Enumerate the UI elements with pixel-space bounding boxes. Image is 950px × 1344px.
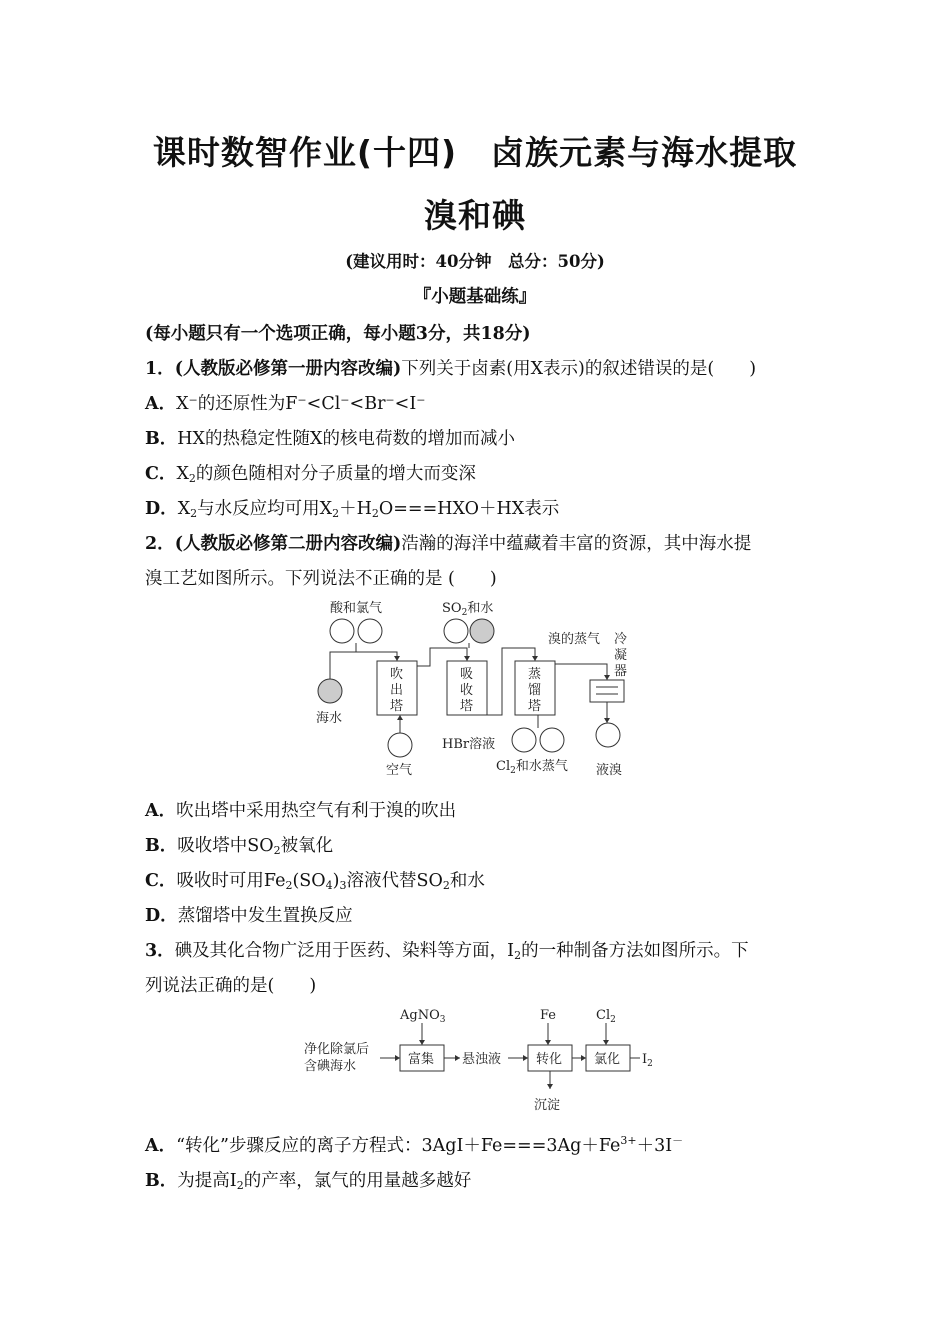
page-title-line2: 溴和碘 [424,196,526,235]
svg-text:塔: 塔 [528,699,542,714]
q1-option-a: A．X⁻的还原性为F⁻<Cl⁻<Br⁻<I⁻ [145,394,426,414]
q1-option-d: D．$X_2$与水反应均可用$X_2+H_2O===HXO+HX$表示 [145,499,560,520]
q3-stem-line2: 列说法正确的是( ) [145,976,317,996]
iodine-process-diagram [300,1003,662,1121]
svg-text:Cl2: $Cl_2$ [596,1008,616,1025]
svg-text:酸和氯气: 酸和氯气 [330,601,383,616]
svg-text:溴的蒸气: 溴的蒸气 [548,632,601,647]
q1-option-c: C．$X_2$的颜色随相对分子质量的增大而变深 [145,464,476,485]
svg-text:Cl2和水蒸气: $Cl_2$和水蒸气 [496,759,568,776]
svg-text:塔: 塔 [460,699,474,714]
svg-text:含碘海水: 含碘海水 [304,1059,357,1074]
q2-option-d: D．蒸馏塔中发生置换反应 [145,906,353,926]
q1-option-b: B．HX的热稳定性随X的核电荷数的增加而减小 [145,429,515,449]
q2-stem-line2: 溴工艺如图所示。下列说法不正确的是 ( ) [145,569,497,589]
svg-text:沉淀: 沉淀 [534,1098,561,1113]
svg-text:收: 收 [460,683,474,698]
q3-stem-line1: 3．碘及其化合物广泛用于医药、染料等方面，$I_2$的一种制备方法如图所示。下 [145,941,749,962]
q2-option-c: C．吸收时可用$Fe_2(SO_4)_3$溶液代替$SO_2$和水 [145,871,485,892]
q3-option-a: A．“转化”步骤反应的离子方程式：$3AgI+Fe===3Ag+Fe^{3+}+3I^-$ [145,1134,684,1156]
time-score-info: (建议用时：40分钟 总分：50分) [345,252,605,271]
svg-text:Fe: Fe [540,1008,557,1023]
q2-option-b: B．吸收塔中$SO_2$被氧化 [145,836,334,857]
svg-text:SO2和水: $SO_2$和水 [442,601,494,618]
bromine-process-diagram [312,598,642,780]
svg-text:转化: 转化 [536,1052,563,1067]
svg-text:HBr溶液: HBr溶液 [442,737,496,752]
svg-text:悬浊液: 悬浊液 [462,1052,502,1067]
page-title-line1: 课时数智作业(十四) 卤族元素与海水提取 [152,133,798,172]
svg-text:富集: 富集 [408,1052,435,1067]
q3-option-b: B．为提高$I_2$的产率，氯气的用量越多越好 [145,1171,472,1192]
svg-text:冷: 冷 [614,632,628,647]
svg-text:馏: 馏 [528,683,542,698]
section-heading: 『小题基础练』 [413,287,537,307]
instructions: (每小题只有一个选项正确，每小题3分，共18分) [145,324,531,344]
svg-text:吹: 吹 [390,667,404,682]
svg-text:液溴: 液溴 [596,763,623,778]
svg-text:I2: $I_2$ [642,1052,653,1069]
q2-option-a: A．吹出塔中采用热空气有利于溴的吹出 [145,801,457,821]
q1-stem: 1．(人教版必修第一册内容改编)下列关于卤素(用X表示)的叙述错误的是( ) [145,359,757,379]
svg-text:海水: 海水 [316,711,343,726]
svg-text:净化除氯后: 净化除氯后 [304,1042,370,1057]
q2-stem-line1: 2．(人教版必修第二册内容改编)浩瀚的海洋中蕴藏着丰富的资源，其中海水提 [145,534,752,554]
svg-text:出: 出 [390,683,404,698]
svg-text:AgNO3: AgNO$_3$ [400,1008,446,1025]
svg-text:空气: 空气 [386,763,413,778]
svg-text:氯化: 氯化 [594,1052,621,1067]
svg-text:凝: 凝 [614,648,628,663]
svg-text:器: 器 [614,664,628,679]
svg-text:塔: 塔 [390,699,404,714]
svg-text:吸: 吸 [460,667,474,682]
svg-text:蒸: 蒸 [528,667,542,682]
